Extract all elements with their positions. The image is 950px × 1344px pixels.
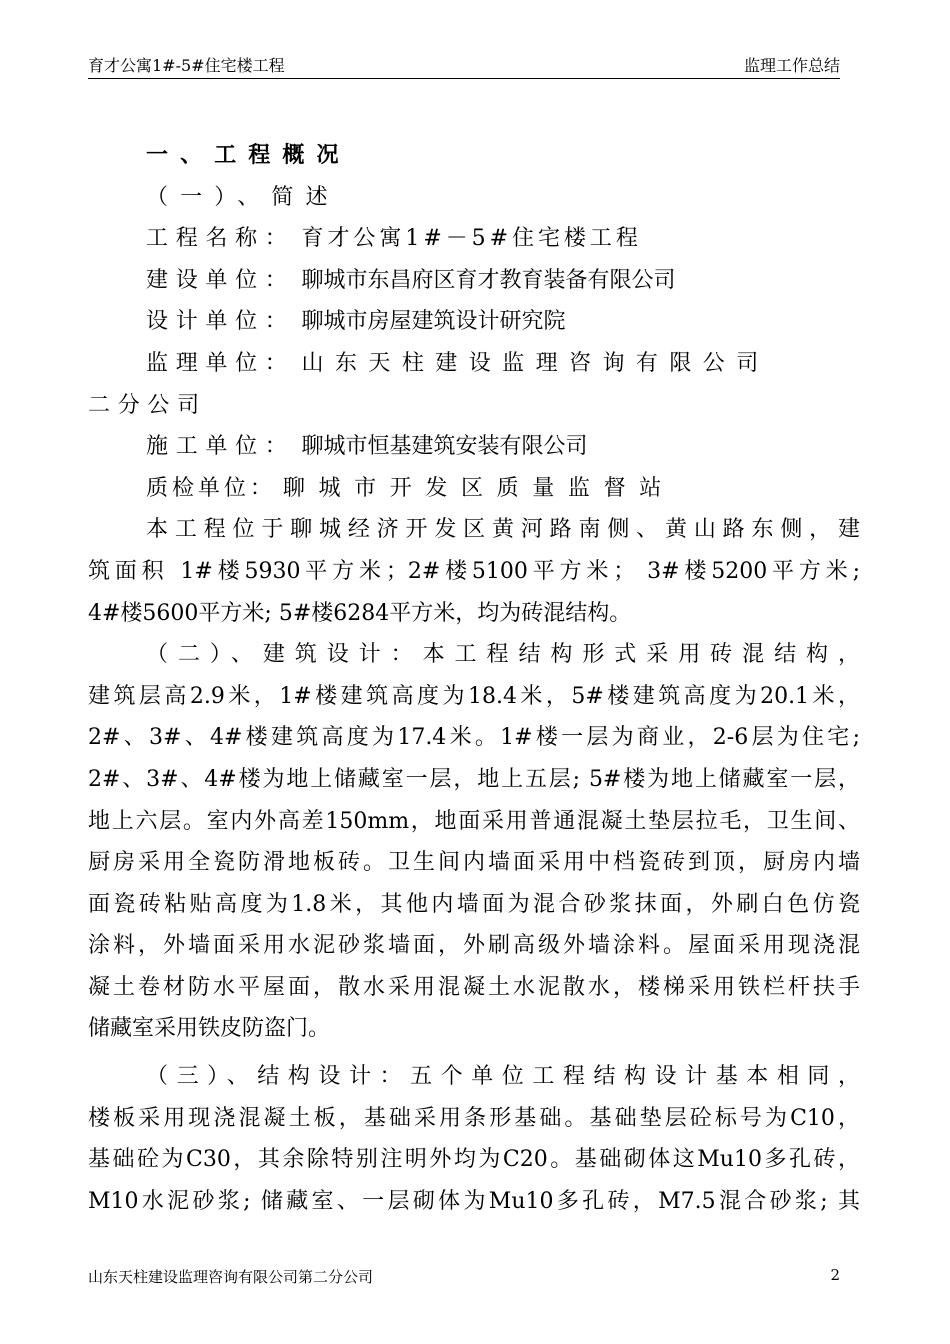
field-label: 监理单位： [146, 350, 295, 376]
section-title: 一、工程概况 [146, 142, 351, 168]
text-line: 面瓷砖粘贴高度为1.8米，其他内墙面为混合砂浆抹面，外刷白色仿瓷 [88, 891, 860, 917]
text-line: 储藏室采用铁皮防盗门。 [88, 1016, 331, 1042]
text-line: 楼板采用现浇混凝土板，基础采用条形基础。基础垫层砼标号为C10， [88, 1105, 860, 1131]
field-value: 育才公寓1#－5#住宅楼工程 [301, 226, 642, 252]
field-label: 建设单位： [146, 267, 295, 293]
text-line: 建筑层高2.9米，1#楼建筑高度为18.4米，5#楼建筑高度为20.1米， [88, 683, 860, 709]
page-header [88, 54, 840, 79]
field-label: 工程名称： [146, 226, 295, 252]
text-line: 凝土卷材防水平屋面，散水采用混凝土水泥散水，楼梯采用铁栏杆扶手 [88, 974, 860, 1000]
subsection-title: （一）、简述 [146, 184, 340, 210]
text-line: 本工程位于聊城经济开发区黄河路南侧、黄山路东侧，建 [146, 517, 860, 543]
page-number: 2 [830, 1266, 840, 1284]
text-line: 筑面积 1#楼5930平方米；2#楼5100平方米； 3#楼5200平方米; [88, 558, 860, 584]
field-value: 山东天柱建设监理咨询有限公司 [301, 350, 770, 376]
text-line: 4#楼5600平方米; 5#楼6284平方米，均为砖混结构。 [88, 600, 632, 626]
field-project-name [88, 218, 860, 260]
field-supervisor [88, 343, 860, 385]
field-value: 聊城市房屋建筑设计研究院 [301, 309, 566, 335]
text-line: M10水泥砂浆; 储藏室、一层砌体为Mu10多孔砖，M7.5混合砂浆; 其 [88, 1188, 860, 1214]
field-contractor [88, 426, 860, 468]
field-value: 聊城市东昌府区育才教育装备有限公司 [301, 267, 676, 293]
field-owner [88, 260, 860, 302]
footer-company: 山东天柱建设监理咨询有限公司第二分公司 [88, 1268, 374, 1286]
field-supervisor-cont: 二分公司 [88, 392, 207, 418]
field-value: 聊城市开发区质量监督站 [282, 475, 675, 501]
text-line: 厨房采用全瓷防滑地板砖。卫生间内墙面采用中档瓷砖到顶，厨房内墙 [88, 850, 860, 876]
field-qc [88, 468, 860, 510]
field-label: 质检单位： [146, 475, 276, 501]
text-line: 2#、3#、4#楼建筑高度为17.4米。1#楼一层为商业，2-6层为住宅; [88, 725, 860, 751]
field-value: 聊城市恒基建筑安装有限公司 [301, 434, 588, 460]
header-doc-title: 监理工作总结 [743, 56, 840, 75]
text-line: 基础砼为C30，其余除特别注明外均为C20。基础砌体这Mu10多孔砖， [88, 1147, 860, 1173]
text-line: （二）、建筑设计：本工程结构形式采用砖混结构， [146, 642, 860, 668]
text-line: 2#、3#、4#楼为地上储藏室一层，地上五层; 5#楼为地上储藏室一层， [88, 766, 860, 792]
text-line: 涂料，外墙面采用水泥砂浆墙面，外刷高级外墙涂料。屋面采用现浇混 [88, 933, 860, 959]
document-body [88, 135, 860, 1222]
text-line: 地上六层。室内外高差150mm，地面采用普通混凝土垫层拉毛，卫生间、 [88, 808, 860, 834]
field-label: 设计单位： [146, 309, 295, 335]
text-line: （三）、结构设计：五个单位工程结构设计基本相同， [146, 1064, 860, 1090]
header-project-title: 育才公寓1#-5#住宅楼工程 [88, 56, 285, 75]
field-label: 施工单位： [146, 434, 295, 460]
field-designer [88, 301, 860, 343]
